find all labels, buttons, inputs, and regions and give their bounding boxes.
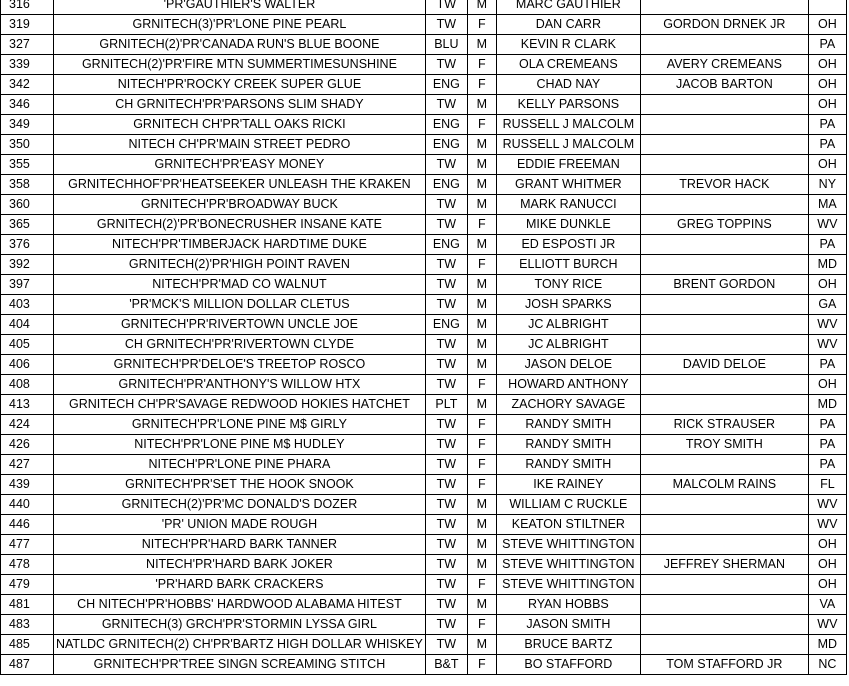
owner-cell[interactable]: ZACHORY SAVAGE — [496, 395, 640, 415]
entry-number-cell[interactable]: 346 — [1, 95, 54, 115]
color-cell[interactable]: PLT — [425, 395, 467, 415]
state-cell[interactable] — [808, 0, 846, 15]
state-cell[interactable]: MD — [808, 635, 846, 655]
sex-cell[interactable]: F — [467, 375, 496, 395]
dog-name-cell[interactable]: 'PR' UNION MADE ROUGH — [54, 515, 426, 535]
color-cell[interactable]: TW — [425, 215, 467, 235]
color-cell[interactable]: B&T — [425, 655, 467, 675]
color-cell[interactable]: TW — [425, 515, 467, 535]
color-cell[interactable]: TW — [425, 295, 467, 315]
sex-cell[interactable]: M — [467, 195, 496, 215]
owner-cell[interactable]: JASON DELOE — [496, 355, 640, 375]
dog-name-cell[interactable]: NITECH'PR'HARD BARK JOKER — [54, 555, 426, 575]
handler-cell[interactable]: AVERY CREMEANS — [640, 55, 808, 75]
state-cell[interactable]: OH — [808, 535, 846, 555]
handler-cell[interactable]: TOM STAFFORD JR — [640, 655, 808, 675]
dog-name-cell[interactable]: GRNITECH'PR'RIVERTOWN UNCLE JOE — [54, 315, 426, 335]
sex-cell[interactable]: M — [467, 0, 496, 15]
color-cell[interactable]: TW — [425, 615, 467, 635]
color-cell[interactable]: TW — [425, 435, 467, 455]
handler-cell[interactable]: MALCOLM RAINS — [640, 475, 808, 495]
color-cell[interactable]: TW — [425, 495, 467, 515]
owner-cell[interactable]: RANDY SMITH — [496, 455, 640, 475]
state-cell[interactable]: OH — [808, 575, 846, 595]
sex-cell[interactable]: F — [467, 215, 496, 235]
color-cell[interactable]: TW — [425, 595, 467, 615]
state-cell[interactable]: PA — [808, 415, 846, 435]
dog-name-cell[interactable]: GRNITECHHOF'PR'HEATSEEKER UNLEASH THE KRAKEN — [54, 175, 426, 195]
table-row — [1, 375, 847, 395]
table-row — [1, 355, 847, 375]
table-row — [1, 55, 847, 75]
owner-cell[interactable]: KEVIN R CLARK — [496, 35, 640, 55]
handler-cell[interactable]: GREG TOPPINS — [640, 215, 808, 235]
owner-cell[interactable]: MIKE DUNKLE — [496, 215, 640, 235]
dog-name-cell[interactable]: GRNITECH'PR'ANTHONY'S WILLOW HTX — [54, 375, 426, 395]
table-row — [1, 335, 847, 355]
table-row — [1, 135, 847, 155]
dog-name-cell[interactable]: GRNITECH(2)'PR'FIRE MTN SUMMERTIMESUNSHINE — [54, 55, 426, 75]
color-cell[interactable]: ENG — [425, 315, 467, 335]
entry-number-cell[interactable]: 440 — [1, 495, 54, 515]
dog-name-cell[interactable]: CH GRNITECH'PR'PARSONS SLIM SHADY — [54, 95, 426, 115]
handler-cell[interactable] — [640, 95, 808, 115]
state-cell[interactable]: WV — [808, 495, 846, 515]
entry-number-cell[interactable]: 478 — [1, 555, 54, 575]
owner-cell[interactable]: BO STAFFORD — [496, 655, 640, 675]
sex-cell[interactable]: M — [467, 535, 496, 555]
dog-name-cell[interactable]: NITECH'PR'MAD CO WALNUT — [54, 275, 426, 295]
state-cell[interactable]: WV — [808, 335, 846, 355]
table-row — [1, 235, 847, 255]
dog-name-cell[interactable]: NITECH CH'PR'MAIN STREET PEDRO — [54, 135, 426, 155]
handler-cell[interactable] — [640, 155, 808, 175]
handler-cell[interactable] — [640, 115, 808, 135]
owner-cell[interactable]: MARC GAUTHIER — [496, 0, 640, 15]
color-cell[interactable]: TW — [425, 15, 467, 35]
table-row — [1, 255, 847, 275]
handler-cell[interactable] — [640, 135, 808, 155]
table-row — [1, 495, 847, 515]
dog-name-cell[interactable]: GRNITECH(2)'PR'BONECRUSHER INSANE KATE — [54, 215, 426, 235]
sex-cell[interactable]: F — [467, 55, 496, 75]
dog-name-cell[interactable]: 'PR'MCK'S MILLION DOLLAR CLETUS — [54, 295, 426, 315]
state-cell[interactable]: NY — [808, 175, 846, 195]
color-cell[interactable]: ENG — [425, 175, 467, 195]
sex-cell[interactable]: M — [467, 315, 496, 335]
entry-number-cell[interactable]: 339 — [1, 55, 54, 75]
table-row — [1, 295, 847, 315]
dog-name-cell[interactable]: GRNITECH'PR'SET THE HOOK SNOOK — [54, 475, 426, 495]
color-cell[interactable]: TW — [425, 355, 467, 375]
entry-number-cell[interactable]: 319 — [1, 15, 54, 35]
dog-name-cell[interactable]: NITECH'PR'LONE PINE M$ HUDLEY — [54, 435, 426, 455]
entry-number-cell[interactable]: 327 — [1, 35, 54, 55]
table-row — [1, 0, 847, 15]
sex-cell[interactable]: F — [467, 415, 496, 435]
sex-cell[interactable]: M — [467, 155, 496, 175]
entry-number-cell[interactable]: 485 — [1, 635, 54, 655]
state-cell[interactable]: OH — [808, 95, 846, 115]
owner-cell[interactable]: KELLY PARSONS — [496, 95, 640, 115]
sex-cell[interactable]: M — [467, 515, 496, 535]
entry-number-cell[interactable]: 481 — [1, 595, 54, 615]
color-cell[interactable]: TW — [425, 635, 467, 655]
owner-cell[interactable]: RANDY SMITH — [496, 435, 640, 455]
dog-name-cell[interactable]: GRNITECH(2)'PR'CANADA RUN'S BLUE BOONE — [54, 35, 426, 55]
entry-number-cell[interactable]: 424 — [1, 415, 54, 435]
state-cell[interactable]: WV — [808, 615, 846, 635]
color-cell[interactable]: TW — [425, 555, 467, 575]
table-row — [1, 415, 847, 435]
sex-cell[interactable]: F — [467, 455, 496, 475]
color-cell[interactable]: TW — [425, 335, 467, 355]
handler-cell[interactable] — [640, 515, 808, 535]
sex-cell[interactable]: M — [467, 175, 496, 195]
entry-number-cell[interactable]: 358 — [1, 175, 54, 195]
state-cell[interactable]: OH — [808, 275, 846, 295]
dog-name-cell[interactable]: NITECH'PR'HARD BARK TANNER — [54, 535, 426, 555]
owner-cell[interactable]: CHAD NAY — [496, 75, 640, 95]
owner-cell[interactable]: IKE RAINEY — [496, 475, 640, 495]
table-row — [1, 95, 847, 115]
handler-cell[interactable] — [640, 35, 808, 55]
dog-name-cell[interactable]: NITECH'PR'LONE PINE PHARA — [54, 455, 426, 475]
sex-cell[interactable]: M — [467, 135, 496, 155]
owner-cell[interactable]: EDDIE FREEMAN — [496, 155, 640, 175]
entry-number-cell[interactable]: 349 — [1, 115, 54, 135]
table-row — [1, 75, 847, 95]
table-row — [1, 615, 847, 635]
entry-number-cell[interactable]: 360 — [1, 195, 54, 215]
color-cell[interactable]: TW — [425, 55, 467, 75]
dog-name-cell[interactable]: 'PR'GAUTHIER'S WALTER — [54, 0, 426, 15]
entry-number-cell[interactable]: 365 — [1, 215, 54, 235]
dog-name-cell[interactable]: GRNITECH'PR'EASY MONEY — [54, 155, 426, 175]
state-cell[interactable]: MD — [808, 395, 846, 415]
state-cell[interactable]: WV — [808, 315, 846, 335]
entry-number-cell[interactable]: 427 — [1, 455, 54, 475]
dog-name-cell[interactable]: CH GRNITECH'PR'RIVERTOWN CLYDE — [54, 335, 426, 355]
handler-cell[interactable] — [640, 635, 808, 655]
state-cell[interactable]: OH — [808, 75, 846, 95]
handler-cell[interactable] — [640, 375, 808, 395]
table-row — [1, 35, 847, 55]
owner-cell[interactable]: RUSSELL J MALCOLM — [496, 115, 640, 135]
owner-cell[interactable]: HOWARD ANTHONY — [496, 375, 640, 395]
owner-cell[interactable]: MARK RANUCCI — [496, 195, 640, 215]
color-cell[interactable]: ENG — [425, 115, 467, 135]
state-cell[interactable]: MD — [808, 255, 846, 275]
state-cell[interactable]: OH — [808, 555, 846, 575]
sex-cell[interactable]: M — [467, 395, 496, 415]
table-row — [1, 115, 847, 135]
color-cell[interactable]: BLU — [425, 35, 467, 55]
table-row — [1, 455, 847, 475]
owner-cell[interactable]: GRANT WHITMER — [496, 175, 640, 195]
state-cell[interactable]: PA — [808, 435, 846, 455]
handler-cell[interactable]: JACOB BARTON — [640, 75, 808, 95]
sex-cell[interactable]: F — [467, 15, 496, 35]
handler-cell[interactable] — [640, 575, 808, 595]
entry-number-cell[interactable]: 350 — [1, 135, 54, 155]
state-cell[interactable]: OH — [808, 155, 846, 175]
owner-cell[interactable]: ELLIOTT BURCH — [496, 255, 640, 275]
table-row — [1, 315, 847, 335]
owner-cell[interactable]: JASON SMITH — [496, 615, 640, 635]
state-cell[interactable]: NC — [808, 655, 846, 675]
entry-number-cell[interactable]: 397 — [1, 275, 54, 295]
color-cell[interactable]: ENG — [425, 135, 467, 155]
table-row — [1, 155, 847, 175]
owner-cell[interactable]: JC ALBRIGHT — [496, 315, 640, 335]
state-cell[interactable]: PA — [808, 35, 846, 55]
color-cell[interactable]: TW — [425, 535, 467, 555]
state-cell[interactable]: WV — [808, 515, 846, 535]
color-cell[interactable]: ENG — [425, 75, 467, 95]
sex-cell[interactable]: F — [467, 615, 496, 635]
entry-number-cell[interactable]: 403 — [1, 295, 54, 315]
color-cell[interactable]: TW — [425, 375, 467, 395]
handler-cell[interactable] — [640, 535, 808, 555]
table-row — [1, 595, 847, 615]
table-row — [1, 395, 847, 415]
entry-number-cell[interactable]: 408 — [1, 375, 54, 395]
dog-name-cell[interactable]: NATLDC GRNITECH(2) CH'PR'BARTZ HIGH DOLLAR WHISKEY — [54, 635, 426, 655]
sex-cell[interactable]: F — [467, 435, 496, 455]
state-cell[interactable]: OH — [808, 15, 846, 35]
owner-cell[interactable]: STEVE WHITTINGTON — [496, 535, 640, 555]
sex-cell[interactable]: M — [467, 95, 496, 115]
entry-number-cell[interactable]: 355 — [1, 155, 54, 175]
dog-name-cell[interactable]: GRNITECH(2)'PR'MC DONALD'S DOZER — [54, 495, 426, 515]
handler-cell[interactable] — [640, 595, 808, 615]
sex-cell[interactable]: F — [467, 115, 496, 135]
owner-cell[interactable]: ED ESPOSTI JR — [496, 235, 640, 255]
color-cell[interactable]: TW — [425, 255, 467, 275]
entry-number-cell[interactable]: 439 — [1, 475, 54, 495]
handler-cell[interactable] — [640, 195, 808, 215]
dog-name-cell[interactable]: GRNITECH(3)'PR'LONE PINE PEARL — [54, 15, 426, 35]
color-cell[interactable]: TW — [425, 0, 467, 15]
entry-number-cell[interactable]: 406 — [1, 355, 54, 375]
color-cell[interactable]: TW — [425, 275, 467, 295]
handler-cell[interactable] — [640, 295, 808, 315]
state-cell[interactable]: GA — [808, 295, 846, 315]
table-row — [1, 535, 847, 555]
table-row — [1, 655, 847, 675]
sex-cell[interactable]: F — [467, 655, 496, 675]
sex-cell[interactable]: M — [467, 635, 496, 655]
sex-cell[interactable]: M — [467, 335, 496, 355]
color-cell[interactable]: TW — [425, 195, 467, 215]
table-row — [1, 515, 847, 535]
table-row — [1, 175, 847, 195]
entry-number-cell[interactable]: 405 — [1, 335, 54, 355]
color-cell[interactable]: ENG — [425, 235, 467, 255]
handler-cell[interactable] — [640, 615, 808, 635]
owner-cell[interactable]: JOSH SPARKS — [496, 295, 640, 315]
state-cell[interactable]: PA — [808, 455, 846, 475]
dog-name-cell[interactable]: 'PR'HARD BARK CRACKERS — [54, 575, 426, 595]
handler-cell[interactable] — [640, 395, 808, 415]
table-row — [1, 635, 847, 655]
dog-name-cell[interactable]: GRNITECH(3) GRCH'PR'STORMIN LYSSA GIRL — [54, 615, 426, 635]
handler-cell[interactable]: TREVOR HACK — [640, 175, 808, 195]
owner-cell[interactable]: RUSSELL J MALCOLM — [496, 135, 640, 155]
dog-name-cell[interactable]: GRNITECH'PR'DELOE'S TREETOP ROSCO — [54, 355, 426, 375]
state-cell[interactable]: VA — [808, 595, 846, 615]
color-cell[interactable]: TW — [425, 455, 467, 475]
state-cell[interactable]: MA — [808, 195, 846, 215]
state-cell[interactable]: PA — [808, 235, 846, 255]
sex-cell[interactable]: F — [467, 255, 496, 275]
entry-number-cell[interactable]: 483 — [1, 615, 54, 635]
color-cell[interactable]: TW — [425, 95, 467, 115]
entry-number-cell[interactable]: 392 — [1, 255, 54, 275]
owner-cell[interactable]: WILLIAM C RUCKLE — [496, 495, 640, 515]
table-row — [1, 575, 847, 595]
owner-cell[interactable]: TONY RICE — [496, 275, 640, 295]
owner-cell[interactable]: STEVE WHITTINGTON — [496, 555, 640, 575]
table-row — [1, 475, 847, 495]
entry-number-cell[interactable]: 413 — [1, 395, 54, 415]
entry-number-cell[interactable]: 404 — [1, 315, 54, 335]
color-cell[interactable]: TW — [425, 475, 467, 495]
handler-cell[interactable]: RICK STRAUSER — [640, 415, 808, 435]
handler-cell[interactable] — [640, 235, 808, 255]
handler-cell[interactable] — [640, 255, 808, 275]
dog-name-cell[interactable]: GRNITECH(2)'PR'HIGH POINT RAVEN — [54, 255, 426, 275]
handler-cell[interactable] — [640, 495, 808, 515]
state-cell[interactable]: OH — [808, 375, 846, 395]
sex-cell[interactable]: M — [467, 275, 496, 295]
handler-cell[interactable] — [640, 455, 808, 475]
state-cell[interactable]: PA — [808, 135, 846, 155]
sex-cell[interactable]: F — [467, 475, 496, 495]
owner-cell[interactable]: JC ALBRIGHT — [496, 335, 640, 355]
handler-cell[interactable]: GORDON DRNEK JR — [640, 15, 808, 35]
table-row — [1, 195, 847, 215]
color-cell[interactable]: TW — [425, 155, 467, 175]
dog-name-cell[interactable]: GRNITECH'PR'BROADWAY BUCK — [54, 195, 426, 215]
entry-number-cell[interactable]: 477 — [1, 535, 54, 555]
state-cell[interactable]: PA — [808, 115, 846, 135]
entry-number-cell[interactable]: 342 — [1, 75, 54, 95]
sex-cell[interactable]: F — [467, 75, 496, 95]
sex-cell[interactable]: M — [467, 555, 496, 575]
handler-cell[interactable]: JEFFREY SHERMAN — [640, 555, 808, 575]
handler-cell[interactable]: BRENT GORDON — [640, 275, 808, 295]
dog-name-cell[interactable]: GRNITECH CH'PR'SAVAGE REDWOOD HOKIES HATCHET — [54, 395, 426, 415]
state-cell[interactable]: PA — [808, 355, 846, 375]
owner-cell[interactable]: RANDY SMITH — [496, 415, 640, 435]
table-row — [1, 555, 847, 575]
state-cell[interactable]: WV — [808, 215, 846, 235]
entry-number-cell[interactable]: 479 — [1, 575, 54, 595]
handler-cell[interactable]: TROY SMITH — [640, 435, 808, 455]
entry-number-cell[interactable]: 426 — [1, 435, 54, 455]
table-row — [1, 275, 847, 295]
owner-cell[interactable]: BRUCE BARTZ — [496, 635, 640, 655]
color-cell[interactable]: TW — [425, 575, 467, 595]
owner-cell[interactable]: STEVE WHITTINGTON — [496, 575, 640, 595]
dog-name-cell[interactable]: CH NITECH'PR'HOBBS' HARDWOOD ALABAMA HITEST — [54, 595, 426, 615]
sex-cell[interactable]: M — [467, 235, 496, 255]
dog-name-cell[interactable]: GRNITECH'PR'LONE PINE M$ GIRLY — [54, 415, 426, 435]
entries-table-body — [1, 0, 847, 675]
owner-cell[interactable]: RYAN HOBBS — [496, 595, 640, 615]
sex-cell[interactable]: M — [467, 355, 496, 375]
owner-cell[interactable]: OLA CREMEANS — [496, 55, 640, 75]
color-cell[interactable]: TW — [425, 415, 467, 435]
dog-name-cell[interactable]: GRNITECH CH'PR'TALL OAKS RICKI — [54, 115, 426, 135]
dog-name-cell[interactable]: NITECH'PR'TIMBERJACK HARDTIME DUKE — [54, 235, 426, 255]
sex-cell[interactable]: F — [467, 575, 496, 595]
entry-number-cell[interactable]: 376 — [1, 235, 54, 255]
handler-cell[interactable]: DAVID DELOE — [640, 355, 808, 375]
owner-cell[interactable]: DAN CARR — [496, 15, 640, 35]
table-row — [1, 435, 847, 455]
entry-number-cell[interactable]: 487 — [1, 655, 54, 675]
state-cell[interactable]: FL — [808, 475, 846, 495]
sex-cell[interactable]: M — [467, 295, 496, 315]
dog-name-cell[interactable]: GRNITECH'PR'TREE SINGN SCREAMING STITCH — [54, 655, 426, 675]
state-cell[interactable]: OH — [808, 55, 846, 75]
entry-number-cell[interactable]: 316 — [1, 0, 54, 15]
sex-cell[interactable]: M — [467, 35, 496, 55]
handler-cell[interactable] — [640, 0, 808, 15]
owner-cell[interactable]: KEATON STILTNER — [496, 515, 640, 535]
sex-cell[interactable]: M — [467, 595, 496, 615]
sex-cell[interactable]: M — [467, 495, 496, 515]
handler-cell[interactable] — [640, 335, 808, 355]
table-row — [1, 15, 847, 35]
handler-cell[interactable] — [640, 315, 808, 335]
entry-number-cell[interactable]: 446 — [1, 515, 54, 535]
table-row — [1, 215, 847, 235]
dog-name-cell[interactable]: NITECH'PR'ROCKY CREEK SUPER GLUE — [54, 75, 426, 95]
